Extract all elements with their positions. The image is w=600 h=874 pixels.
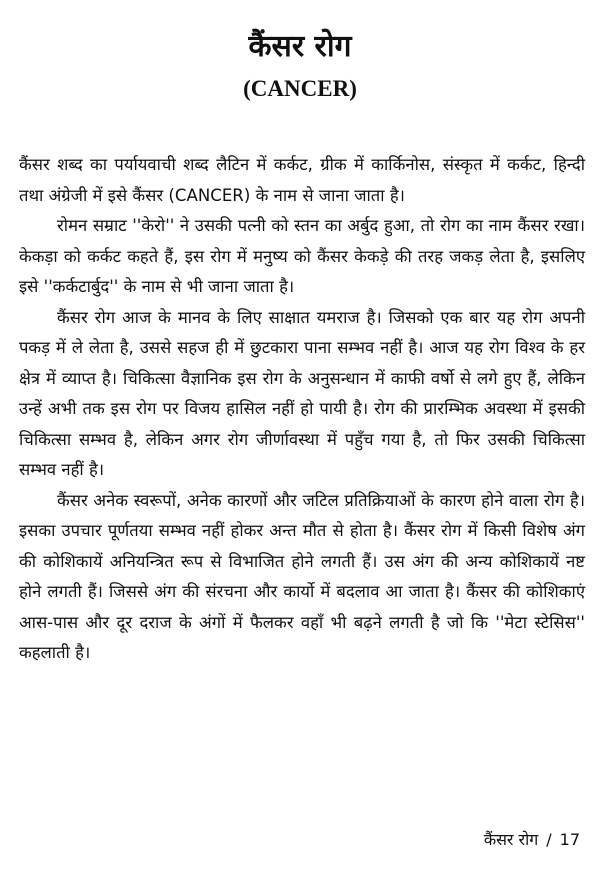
running-title: कैंसर रोग [483,830,539,849]
paragraph-3: कैंसर रोग आज के मानव के लिए साक्षात यमराज है। जिसको एक बार यह रोग अपनी पकड़ में ले लेता है, उससे सहज ही में छुटकारा पाना सम्भव नहीं है। आज यह रोग विश्व के हर क्षेत्र में व्याप्त है। चिकित्सा वैज्ञानिक इस रोग के अनुसन्धान में काफी वर्षो से लगे हुए हैं, लेकिन उन्हें अभी तक इस रोग पर विजय हासिल नहीं हो पायी है। रोग की प्रारम्भिक अवस्था में इसकी चिकित्सा सम्भव है, लेकिन अगर रोग जीर्णावस्था में पहुँच गया है, तो फिर उसकी चिकित्सा सम्भव नहीं है। [19,307,585,479]
page-number: 17 [559,830,580,849]
chapter-body [19,150,585,669]
chapter-title: कैंसर रोग [248,29,352,64]
paragraph-4: कैंसर अनेक स्वरूपों, अनेक कारणों और जटिल प्रतिक्रियाओं के कारण होने वाला रोग है। इसका उपचार पूर्णतया सम्भव नहीं होकर अन्त मौत से होता है। कैंसर रोग में किसी विशेष अंग की कोशिकायें अनियन्त्रित रूप से विभाजित होने लगती हैं। उस अंग की अन्य कोशिकायें नष्ट होने लगती हैं। जिससे अंग की संरचना और कार्यो में बदलाव आ जाता है। कैंसर की कोशिकाएं आस-पास और दूर दराज के अंगों में फैलकर वहाँ भी बढ़ने लगती है जो कि ''मेटा स्टेसिस'' कहलाती है। [19,490,585,662]
paragraph-1: कैंसर शब्द का पर्यायवाची शब्द लैटिन में कर्कट, ग्रीक में कार्किनोस, संस्कृत में कर्कट, हिन्दी तथा अंग्रेजी में इसे कैंसर (CANCER) के नाम से जाना जाता है। [19,155,585,205]
page-footer [484,828,580,852]
footer-separator: / [546,830,552,849]
chapter-subtitle: (CANCER) [243,76,357,101]
paragraph-2: रोमन सम्राट ''केरो'' ने उसकी पत्नी को स्तन का अर्बुद हुआ, तो रोग का नाम कैंसर रखा। केकड़ा को कर्कट कहते हैं, इस रोग में मनुष्य को कैंसर केकड़े की तरह जकड़ लेता है, इसलिए इसे ''कर्कटार्बुद'' के नाम से भी जाना जाता है। [19,216,585,296]
